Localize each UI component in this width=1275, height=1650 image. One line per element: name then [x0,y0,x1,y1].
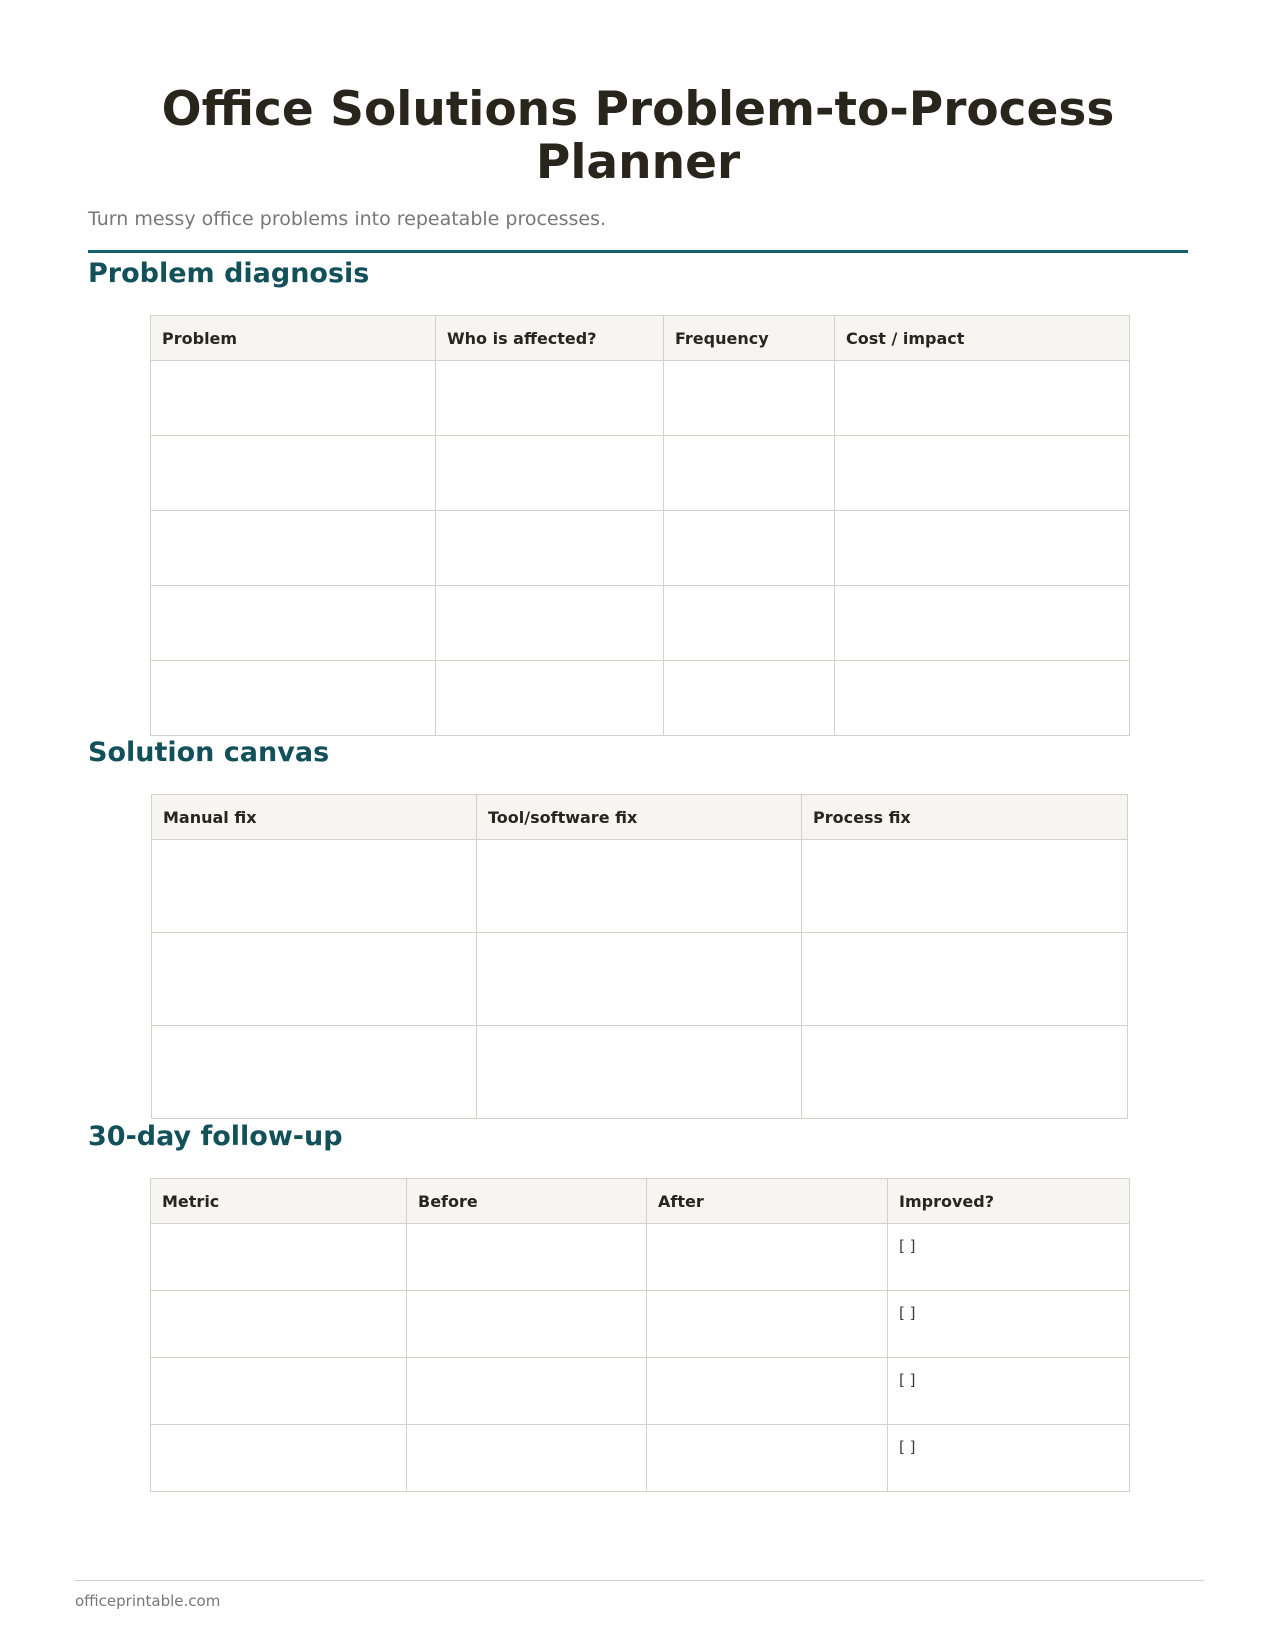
column-header-after: After [647,1179,888,1224]
after-cell[interactable] [647,1291,888,1358]
who-affected-cell[interactable] [436,586,664,661]
frequency-cell[interactable] [664,511,835,586]
table-row [151,436,1130,511]
column-header-before: Before [407,1179,647,1224]
metric-cell[interactable] [151,1425,407,1492]
before-cell[interactable] [407,1224,647,1291]
page-subtitle: Turn messy office problems into repeatable processes. [88,208,607,230]
table-row [151,586,1130,661]
process-fix-cell[interactable] [802,933,1128,1026]
table-row [151,1291,1130,1358]
table-header-row [151,316,1130,361]
cost-impact-cell[interactable] [835,586,1130,661]
cost-impact-cell[interactable] [835,436,1130,511]
frequency-cell[interactable] [664,661,835,736]
improved-checkbox[interactable]: [ ] [888,1224,1130,1291]
improved-checkbox[interactable]: [ ] [888,1425,1130,1492]
tool-software-fix-cell[interactable] [477,1026,802,1119]
problem-cell[interactable] [151,586,436,661]
problem-diagnosis-table [150,315,1130,736]
cost-impact-cell[interactable] [835,661,1130,736]
table-header-row [152,795,1128,840]
improved-checkbox[interactable]: [ ] [888,1358,1130,1425]
table-row [151,1358,1130,1425]
page-title: Office Solutions Problem-to-Process Planner [161,82,1115,190]
problem-cell[interactable] [151,511,436,586]
manual-fix-cell[interactable] [152,933,477,1026]
cost-impact-cell[interactable] [835,511,1130,586]
table-row [151,1224,1130,1291]
improved-checkbox[interactable]: [ ] [888,1291,1130,1358]
who-affected-cell[interactable] [436,661,664,736]
table-row [151,361,1130,436]
column-header-improved: Improved? [888,1179,1130,1224]
after-cell[interactable] [647,1425,888,1492]
problem-cell[interactable] [151,361,436,436]
table-row [151,661,1130,736]
who-affected-cell[interactable] [436,436,664,511]
table-header-row [151,1179,1130,1224]
frequency-cell[interactable] [664,361,835,436]
section-heading-follow-up: 30-day follow-up [88,1121,343,1152]
table-row [152,840,1128,933]
before-cell[interactable] [407,1358,647,1425]
process-fix-cell[interactable] [802,840,1128,933]
frequency-cell[interactable] [664,436,835,511]
title-divider [88,250,1188,253]
table-row [151,511,1130,586]
tool-software-fix-cell[interactable] [477,840,802,933]
column-header-process-fix: Process fix [802,795,1128,840]
manual-fix-cell[interactable] [152,1026,477,1119]
table-row [152,933,1128,1026]
footer-divider [75,1580,1204,1581]
problem-cell[interactable] [151,661,436,736]
column-header-who-affected: Who is affected? [436,316,664,361]
frequency-cell[interactable] [664,586,835,661]
column-header-metric: Metric [151,1179,407,1224]
solution-canvas-table [151,794,1128,1119]
column-header-tool-software-fix: Tool/software fix [477,795,802,840]
footer-site: officeprintable.com [75,1592,221,1610]
who-affected-cell[interactable] [436,361,664,436]
tool-software-fix-cell[interactable] [477,933,802,1026]
manual-fix-cell[interactable] [152,840,477,933]
column-header-problem: Problem [151,316,436,361]
follow-up-table [150,1178,1130,1492]
column-header-manual-fix: Manual fix [152,795,477,840]
section-heading-problem-diagnosis: Problem diagnosis [88,258,370,289]
section-heading-solution-canvas: Solution canvas [88,737,330,768]
metric-cell[interactable] [151,1358,407,1425]
table-row [152,1026,1128,1119]
column-header-frequency: Frequency [664,316,835,361]
cost-impact-cell[interactable] [835,361,1130,436]
before-cell[interactable] [407,1291,647,1358]
after-cell[interactable] [647,1224,888,1291]
metric-cell[interactable] [151,1291,407,1358]
metric-cell[interactable] [151,1224,407,1291]
table-row [151,1425,1130,1492]
after-cell[interactable] [647,1358,888,1425]
who-affected-cell[interactable] [436,511,664,586]
process-fix-cell[interactable] [802,1026,1128,1119]
before-cell[interactable] [407,1425,647,1492]
column-header-cost-impact: Cost / impact [835,316,1130,361]
problem-cell[interactable] [151,436,436,511]
